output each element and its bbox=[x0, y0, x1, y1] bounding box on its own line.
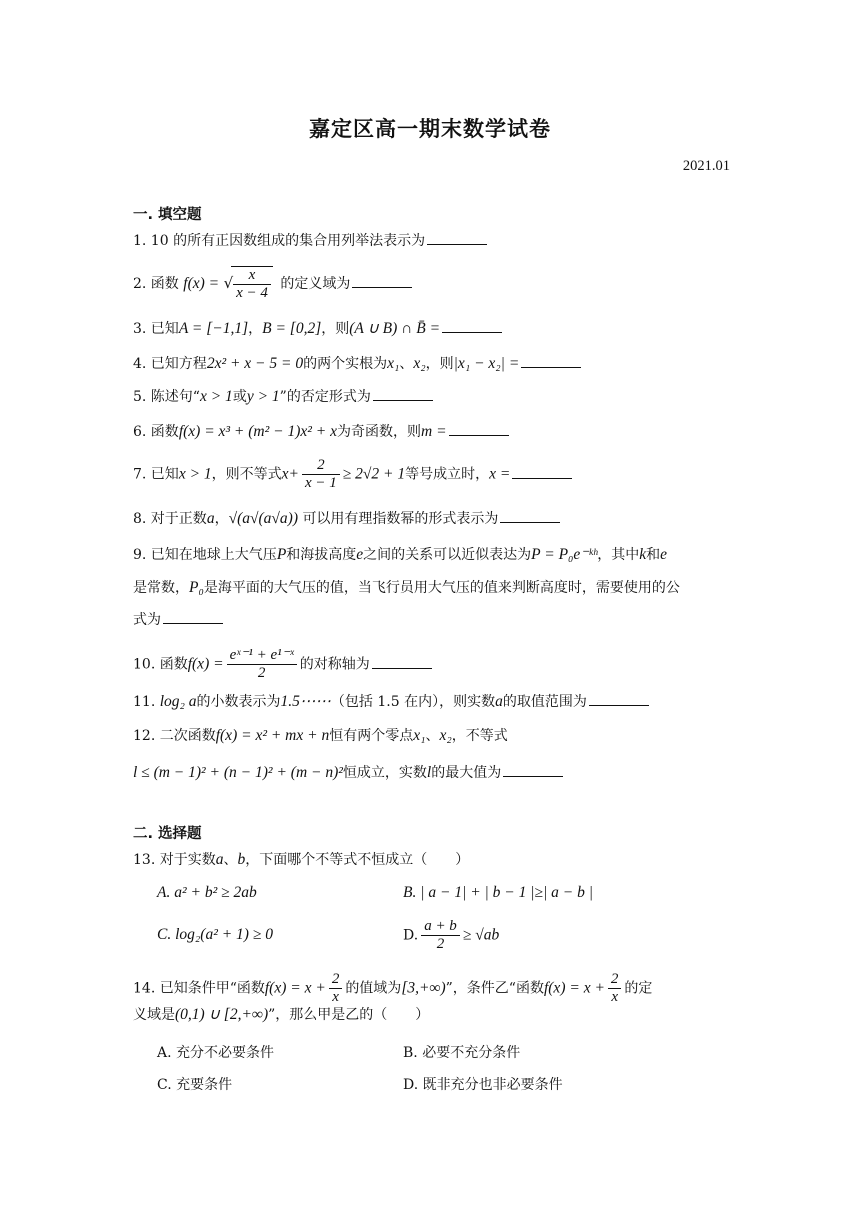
question-5 bbox=[133, 387, 733, 407]
question-4 bbox=[133, 354, 733, 374]
answer-blank[interactable] bbox=[503, 763, 563, 777]
text-segment: 2 bbox=[329, 971, 343, 989]
text-segment: 3. 已知 bbox=[133, 321, 179, 337]
answer-blank[interactable] bbox=[352, 274, 412, 288]
text-segment: 12. 二次函数 bbox=[133, 728, 216, 744]
text-segment: 13. 对于实数 bbox=[133, 852, 216, 868]
text-segment: 的定义域为 bbox=[280, 276, 351, 292]
question-7 bbox=[133, 457, 733, 492]
text-segment: 14. 已知条件甲“函数 bbox=[133, 980, 265, 997]
text-segment: P = P₀e⁻ᵏʰ bbox=[531, 546, 598, 563]
text-segment: a bbox=[495, 693, 503, 710]
text-segment: f(x) = bbox=[187, 655, 224, 673]
question-9 bbox=[133, 545, 733, 565]
fraction bbox=[227, 647, 297, 682]
text-segment: A = [−1,1] bbox=[178, 320, 249, 337]
text-segment: ， bbox=[248, 321, 263, 337]
answer-blank[interactable] bbox=[500, 509, 560, 523]
text-segment: 是常数， bbox=[133, 580, 189, 596]
text-segment: k bbox=[639, 546, 647, 563]
text-segment: 恒有两个零点 bbox=[329, 728, 414, 744]
question-14-line-2 bbox=[133, 1005, 733, 1025]
text-segment: 1. 10 的所有正因数组成的集合用列举法表示为 bbox=[133, 233, 426, 249]
option-14b[interactable]: B. 必要不充分条件 bbox=[403, 1045, 521, 1061]
question-10 bbox=[133, 647, 733, 682]
text-segment: 10. 函数 bbox=[133, 656, 188, 673]
text-segment: x₁ bbox=[413, 727, 426, 744]
text-segment: 2 bbox=[436, 936, 445, 952]
question-13 bbox=[133, 850, 733, 870]
fraction bbox=[302, 457, 340, 492]
text-segment: e bbox=[356, 546, 364, 563]
text-segment: x > 1 bbox=[199, 388, 233, 405]
text-segment: 、 bbox=[399, 356, 414, 372]
text-segment: 9. 已知在地球上大气压 bbox=[133, 547, 277, 563]
text-segment: 的最大值为 bbox=[431, 765, 502, 781]
text-segment: P₀ bbox=[189, 579, 204, 596]
question-11 bbox=[133, 692, 733, 712]
text-segment: ，其中 bbox=[597, 547, 640, 563]
text-segment: l bbox=[426, 764, 432, 781]
option-13c[interactable] bbox=[157, 926, 273, 944]
text-segment: 7. 已知 bbox=[133, 466, 179, 483]
text-segment: 1.5⋯⋯ bbox=[280, 693, 331, 710]
text-segment: 义域是 bbox=[133, 1007, 175, 1023]
text-segment: 2. 函数 bbox=[133, 276, 179, 292]
text-segment: f(x) = x³ + (m² − 1)x² + x bbox=[178, 423, 338, 440]
exam-date: 2021.01 bbox=[682, 158, 730, 174]
text-segment: 之间的关系可以近似表达为 bbox=[363, 547, 532, 563]
text-segment: f(x) = bbox=[183, 275, 220, 292]
text-segment: 4. 已知方程 bbox=[133, 356, 207, 372]
text-segment: ≥ √ab bbox=[462, 926, 500, 944]
text-segment: 的对称轴为 bbox=[299, 656, 370, 673]
text-segment: 的取值范围为 bbox=[502, 694, 587, 710]
option-13a[interactable] bbox=[157, 884, 257, 902]
text-segment: x − 1 bbox=[305, 475, 337, 491]
text-segment: b bbox=[237, 851, 246, 868]
text-segment: ”的否定形式为 bbox=[279, 389, 371, 405]
section-choice-heading: 二. 选择题 bbox=[133, 826, 202, 842]
text-segment: B. | a − 1| + | b − 1 |≥| a − b | bbox=[403, 884, 594, 901]
answer-blank[interactable] bbox=[589, 692, 649, 706]
answer-blank[interactable] bbox=[427, 231, 487, 245]
answer-blank[interactable] bbox=[521, 354, 581, 368]
answer-blank[interactable] bbox=[512, 465, 572, 479]
text-segment: 2x² + x − 5 = 0 bbox=[206, 355, 304, 372]
text-segment: B = [0,2] bbox=[262, 320, 322, 337]
text-segment: 、 bbox=[425, 728, 440, 744]
text-segment: f(x) = x + bbox=[543, 979, 605, 997]
text-segment: a + b bbox=[421, 918, 460, 936]
text-segment: ≥ 2√2 + 1 bbox=[342, 465, 406, 483]
text-segment: 5. 陈述句“ bbox=[133, 389, 200, 405]
text-segment: 2 bbox=[257, 665, 266, 681]
text-segment: m = bbox=[421, 423, 447, 440]
fraction bbox=[231, 266, 273, 302]
text-segment: 的定 bbox=[624, 980, 653, 997]
text-segment: √(a√(a√a)) bbox=[228, 510, 298, 527]
text-segment: 11. bbox=[133, 694, 156, 710]
text-segment: x − 4 bbox=[236, 285, 268, 301]
option-13b[interactable] bbox=[403, 884, 593, 902]
text-segment: A. a² + b² ≥ 2ab bbox=[157, 884, 257, 901]
fraction bbox=[329, 971, 343, 1006]
text-segment: x bbox=[332, 989, 339, 1005]
text-segment: 、 bbox=[223, 852, 238, 868]
text-segment: x+ bbox=[281, 465, 299, 483]
text-segment: x₂ bbox=[413, 355, 426, 372]
text-segment: a bbox=[215, 851, 224, 868]
text-segment: 8. 对于正数 bbox=[133, 511, 207, 527]
text-segment: ”，条件乙“函数 bbox=[445, 980, 544, 997]
text-segment: x = bbox=[489, 465, 511, 483]
answer-blank[interactable] bbox=[373, 387, 433, 401]
text-segment: [3,+∞) bbox=[401, 979, 446, 997]
section-fill-in-heading: 一. 填空题 bbox=[133, 207, 202, 223]
answer-blank[interactable] bbox=[449, 422, 509, 436]
text-segment: f(x) = x + bbox=[264, 979, 326, 997]
text-segment: 2 bbox=[302, 457, 340, 475]
text-segment: 的值域为 bbox=[345, 980, 402, 997]
text-segment: ”，那么甲是乙的（ ） bbox=[268, 1007, 430, 1023]
text-segment: x bbox=[233, 267, 271, 285]
text-segment: x bbox=[611, 989, 618, 1005]
fraction bbox=[421, 918, 460, 953]
option-13d[interactable] bbox=[403, 918, 499, 953]
text-segment: （包括 1.5 在内），则实数 bbox=[330, 694, 496, 710]
text-segment: ，则 bbox=[425, 356, 454, 372]
text-segment: e bbox=[660, 546, 668, 563]
answer-blank[interactable] bbox=[163, 610, 223, 624]
question-14 bbox=[133, 971, 733, 1006]
text-segment: D. bbox=[403, 927, 419, 944]
text-segment: (0,1) ∪ [2,+∞) bbox=[175, 1006, 269, 1023]
text-segment: log₂ a bbox=[159, 693, 197, 710]
text-segment: x > 1 bbox=[178, 465, 212, 483]
question-8 bbox=[133, 509, 733, 529]
text-segment: 或 bbox=[232, 389, 247, 405]
text-segment: 为奇函数，则 bbox=[337, 424, 422, 440]
text-segment: x₁ bbox=[387, 355, 400, 372]
question-3 bbox=[133, 319, 733, 339]
text-segment: 式为 bbox=[133, 612, 161, 628]
text-segment: ， bbox=[214, 511, 229, 527]
text-segment: P bbox=[276, 546, 287, 563]
question-1 bbox=[133, 231, 733, 251]
text-segment: 的小数表示为 bbox=[196, 694, 281, 710]
text-segment: C. log₂(a² + 1) ≥ 0 bbox=[157, 926, 273, 943]
answer-blank[interactable] bbox=[372, 655, 432, 669]
question-6 bbox=[133, 422, 733, 442]
option-14d[interactable]: D. 既非充分也非必要条件 bbox=[403, 1077, 563, 1093]
answer-blank[interactable] bbox=[442, 319, 502, 333]
text-segment: 6. 函数 bbox=[133, 424, 179, 440]
question-12-line-2 bbox=[133, 763, 733, 783]
text-segment: 等号成立时， bbox=[405, 466, 490, 483]
option-14c[interactable]: C. 充要条件 bbox=[157, 1077, 233, 1093]
text-segment: ，不等式 bbox=[451, 728, 508, 744]
text-segment: l ≤ (m − 1)² + (n − 1)² + (m − n)² bbox=[133, 764, 343, 781]
text-segment: 可以用有理指数幂的形式表示为 bbox=[302, 511, 499, 527]
option-14a[interactable]: A. 充分不必要条件 bbox=[157, 1045, 275, 1061]
text-segment: 2 bbox=[608, 971, 622, 989]
text-segment: ，则 bbox=[321, 321, 350, 337]
question-2: 2. 函数 f(x) = √ $\frac{x}{x - 4}$ 的定义域为 bbox=[133, 266, 733, 302]
text-segment: 和 bbox=[646, 547, 661, 563]
question-9-line-2 bbox=[133, 578, 733, 598]
question-9-line-3 bbox=[133, 610, 733, 630]
text-segment: (A ∪ B) ∩ B̄ = bbox=[349, 320, 441, 337]
fraction bbox=[608, 971, 622, 1006]
text-segment: 的两个实根为 bbox=[303, 356, 388, 372]
text-segment: |x₁ − x₂| = bbox=[453, 355, 520, 372]
text-segment: f(x) = x² + mx + n bbox=[215, 727, 330, 744]
text-segment: ，下面哪个不等式不恒成立（ ） bbox=[245, 852, 470, 868]
text-segment: x₂ bbox=[439, 727, 452, 744]
text-segment: ，则不等式 bbox=[211, 466, 282, 483]
text-segment: a bbox=[206, 510, 215, 527]
text-segment: y > 1 bbox=[246, 388, 280, 405]
text-segment: 和海拔高度 bbox=[286, 547, 357, 563]
text-segment: eˣ⁻¹ + e¹⁻ˣ bbox=[227, 647, 297, 665]
page-title: 嘉定区高一期末数学试卷 bbox=[309, 117, 551, 141]
question-12 bbox=[133, 726, 733, 746]
text-segment: 是海平面的大气压的值，当飞行员用大气压的值来判断高度时，需要使用的公 bbox=[203, 580, 680, 596]
text-segment: 恒成立，实数 bbox=[342, 765, 427, 781]
